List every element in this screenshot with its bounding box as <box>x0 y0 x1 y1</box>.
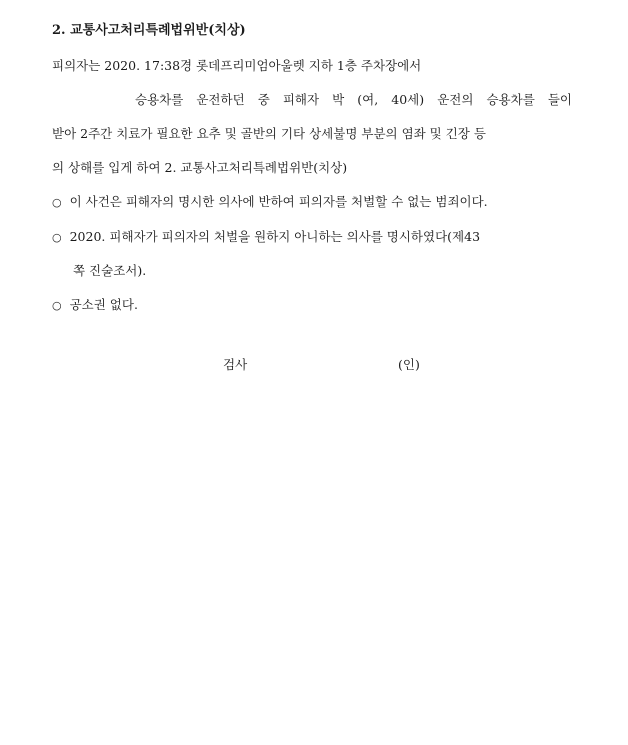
body-line-2: 승용차를 운전하던 중 피해자 박 (여, 40세) 운전의 승용차를 들이 <box>135 92 572 107</box>
finding-item-2 <box>52 229 572 246</box>
finding-item-3 <box>52 297 572 314</box>
seal-mark: (인) <box>398 357 420 372</box>
body-line-1: 피의자는 2020. 17:38경 롯데프리미엄아울렛 지하 1층 주차장에서 <box>52 58 422 73</box>
bullet-icon: ○ <box>52 196 62 209</box>
prosecutor-title: 검사 <box>223 357 248 372</box>
section-heading: 2. 교통사고처리특례법위반(치상) <box>52 23 246 38</box>
finding-text: 공소권 없다. <box>69 297 138 312</box>
body-line-3: 받아 2주간 치료가 필요한 요추 및 골반의 기타 상세불명 부분의 염좌 및 긴장 등 <box>52 126 486 141</box>
finding-text: 2020. 피해자가 피의자의 처벌을 원하지 아니하는 의사를 명시하였다(제43 <box>69 229 481 244</box>
bullet-icon: ○ <box>52 231 62 244</box>
finding-item-1 <box>52 194 572 211</box>
bullet-icon: ○ <box>52 299 62 312</box>
finding-text: 이 사건은 피해자의 명시한 의사에 반하여 피의자를 처벌할 수 없는 범죄이다. <box>69 194 488 209</box>
finding-item-2-continuation: 쪽 진술조서). <box>73 263 147 278</box>
body-line-4: 의 상해를 입게 하여 2. 교통사고처리특례법위반(치상) <box>52 160 348 175</box>
